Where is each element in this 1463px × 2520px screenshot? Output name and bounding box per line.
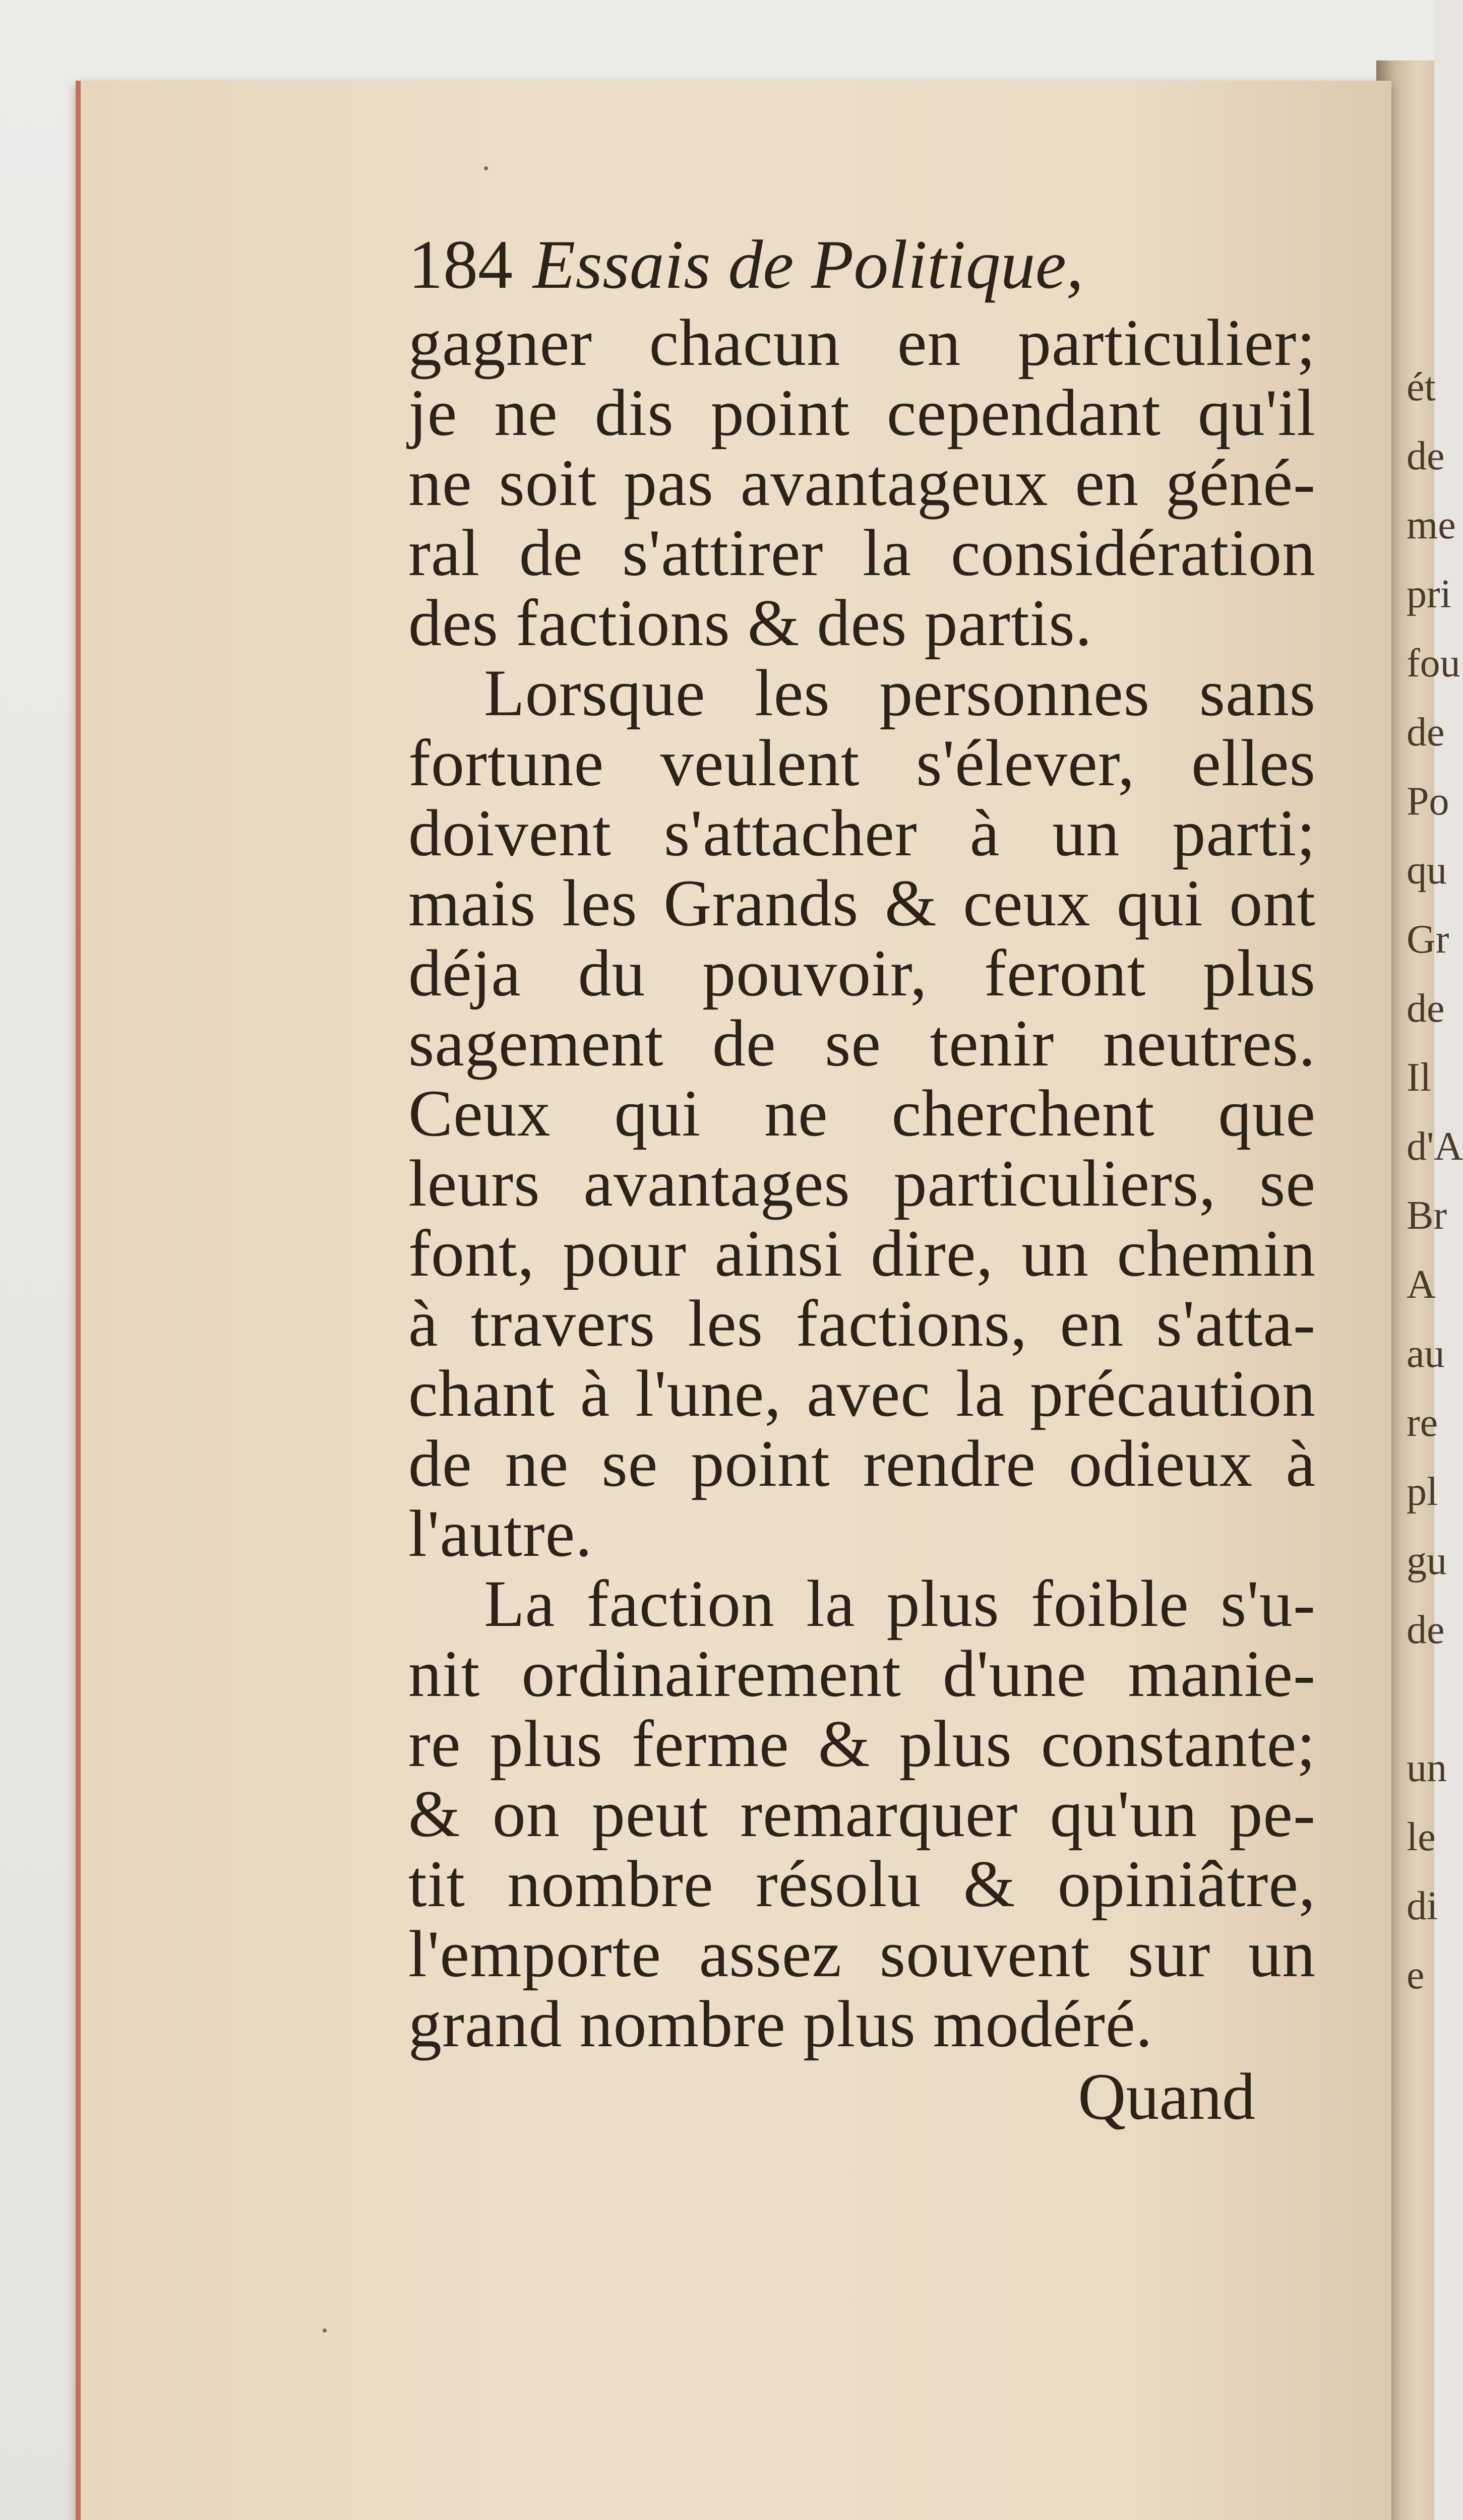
- text-line: des factions & des partis.: [408, 586, 1092, 660]
- next-page-fragment: e: [1407, 1953, 1425, 1997]
- next-page-edge-text: [1407, 353, 1463, 2010]
- text-line: ne soit pas avantageux en géné-: [408, 446, 1316, 520]
- next-page-fragment: A: [1407, 1263, 1436, 1307]
- text-line: doivent s'attacher à un parti;: [408, 796, 1316, 870]
- next-page-fragment: de: [1407, 434, 1445, 478]
- next-page-fragment: gu: [1407, 1539, 1447, 1583]
- text-line: leurs avantages particuliers, se: [408, 1146, 1316, 1220]
- next-page-fragment: qu: [1407, 848, 1447, 893]
- paper-speck: [484, 166, 488, 170]
- text-line: l'autre.: [408, 1496, 593, 1570]
- next-page-fragment: fou: [1407, 641, 1460, 685]
- text-line: chant à l'une, avec la précaution: [408, 1356, 1316, 1430]
- next-page-fragment: re: [1407, 1401, 1438, 1445]
- running-header: [408, 222, 1316, 307]
- running-title: Essais de Politique,: [533, 226, 1084, 303]
- next-page-fragment: le: [1407, 1815, 1436, 1859]
- paragraph: [408, 1568, 1316, 2059]
- next-page-fragment: un: [1407, 1746, 1447, 1790]
- text-line: & on peut remarquer qu'un pe-: [408, 1777, 1316, 1851]
- next-page-fragment: Br: [1407, 1193, 1447, 1238]
- text-line: ral de s'attirer la considération: [408, 516, 1316, 590]
- text-line: fortune veulent s'élever, elles: [408, 726, 1316, 800]
- text-line: gagner chacun en particulier;: [408, 305, 1316, 380]
- text-line: Lorsque les personnes sans: [484, 656, 1316, 730]
- catchword: Quand: [1078, 2059, 1255, 2133]
- next-page-fragment: di: [1407, 1884, 1438, 1928]
- paragraph: [408, 307, 1316, 658]
- next-page-fragment: Gr: [1407, 917, 1449, 962]
- page-number: 184: [408, 226, 513, 303]
- text-line: à travers les factions, en s'atta-: [408, 1286, 1316, 1360]
- text-line: re plus ferme & plus constante;: [408, 1707, 1316, 1781]
- text-line: tit nombre résolu & opiniâtre,: [408, 1847, 1316, 1921]
- text-line: font, pour ainsi dire, un chemin: [408, 1216, 1316, 1290]
- next-page-fragment: [1407, 1665, 1434, 1734]
- next-page-fragment: de: [1407, 986, 1445, 1031]
- text-line: nit ordinairement d'une manie-: [408, 1636, 1316, 1711]
- text-line: l'emporte assez souvent sur un: [408, 1917, 1316, 1991]
- next-page-fragment: Po: [1407, 779, 1449, 824]
- text-line: mais les Grands & ceux qui ont: [408, 866, 1316, 940]
- next-page-fragment: de: [1407, 710, 1445, 754]
- next-page-fragment: au: [1407, 1332, 1445, 1376]
- paragraph: [408, 658, 1316, 1568]
- next-page-fragment: Il: [1407, 1055, 1431, 1100]
- page-text: [408, 222, 1316, 2134]
- text-line: je ne dis point cependant qu'il: [408, 375, 1316, 450]
- text-line: déja du pouvoir, feront plus: [408, 936, 1316, 1010]
- text-line: sagement de se tenir neutres.: [408, 1006, 1316, 1080]
- text-line: grand nombre plus modéré.: [408, 1987, 1153, 2061]
- text-line: Ceux qui ne cherchent que: [408, 1076, 1316, 1150]
- next-page-fragment: d'A: [1407, 1124, 1463, 1169]
- text-line: La faction la plus foible s'u-: [484, 1566, 1316, 1641]
- next-page-fragment: de: [1407, 1608, 1445, 1652]
- next-page-fragment: ét: [1407, 365, 1436, 409]
- next-page-fragment: pri: [1407, 572, 1451, 616]
- paper-speck: [323, 2328, 327, 2333]
- text-line: de ne se point rendre odieux à: [408, 1426, 1316, 1500]
- next-page-fragment: me: [1407, 503, 1456, 547]
- next-page-fragment: pl: [1407, 1470, 1438, 1514]
